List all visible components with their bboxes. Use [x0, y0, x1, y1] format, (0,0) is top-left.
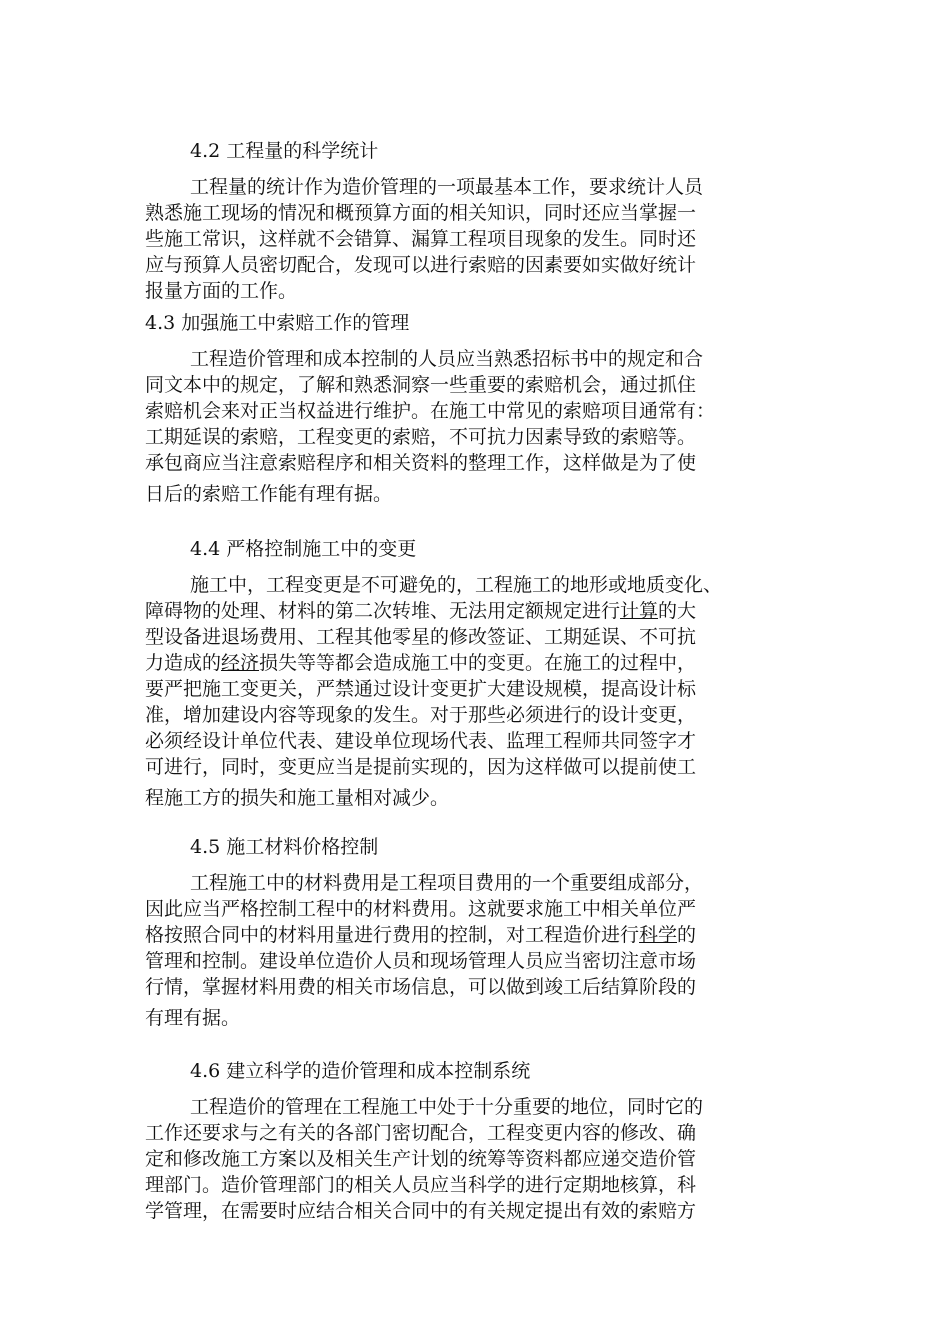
section-body-4-6: [145, 1094, 825, 1224]
text-line: 定和修改施工方案以及相关生产计划的统筹等资料都应递交造价管: [145, 1148, 697, 1170]
section-heading-4-2: 4.2 工程量的科学统计: [190, 140, 379, 162]
section-heading-4-4: 4.4 严格控制施工中的变更: [190, 538, 417, 560]
text-line: 施工中，工程变更是不可避免的，工程施工的地形或地质变化、: [190, 574, 723, 596]
text-line: 承包商应当注意索赔程序和相关资料的整理工作，这样做是为了使: [145, 452, 697, 474]
section-heading-4-6: 4.6 建立科学的造价管理和成本控制系统: [190, 1060, 531, 1082]
text-line: 工程施工中的材料费用是工程项目费用的一个重要组成部分，: [190, 872, 704, 894]
text-line: 报量方面的工作。: [145, 280, 298, 302]
science-link[interactable]: 科学: [639, 924, 678, 946]
section-body-4-4: [145, 572, 825, 811]
text-line: 索赔机会来对正当权益进行维护。在施工中常见的索赔项目通常有：: [145, 400, 716, 422]
text-segment: 障碍物的处理、材料的第二次转堆、无法用定额规定进行: [145, 600, 621, 622]
text-segment: 格按照合同中的材料用量进行费用的控制，对工程造价进行: [145, 924, 640, 946]
text-line: 工程造价管理和成本控制的人员应当熟悉招标书中的规定和合: [190, 348, 704, 370]
text-line: 工作还要求与之有关的各部门密切配合，工程变更内容的修改、确: [145, 1122, 697, 1144]
text-line: 要严把施工变更关，严禁通过设计变更扩大建设规模，提高设计标: [145, 678, 697, 700]
text-line: 可进行，同时，变更应当是提前实现的，因为这样做可以提前使工: [145, 756, 697, 778]
text-line: [145, 598, 825, 624]
section-body-4-3: [145, 346, 825, 507]
text-line: 工程量的统计作为造价管理的一项最基本工作，要求统计人员: [190, 176, 704, 198]
text-segment: 的: [677, 924, 697, 946]
text-segment: 力造成的: [145, 652, 222, 674]
text-line: 必须经设计单位代表、建设单位现场代表、监理工程师共同签字才: [145, 730, 697, 752]
text-line: 行情，掌握材料用费的相关市场信息，可以做到竣工后结算阶段的: [145, 976, 697, 998]
text-line: 同文本中的规定，了解和熟悉洞察一些重要的索赔机会，通过抓住: [145, 374, 697, 396]
text-line: 程施工方的损失和施工量相对减少。: [145, 787, 450, 809]
text-line: 熟悉施工现场的情况和概预算方面的相关知识，同时还应当掌握一: [145, 202, 697, 224]
text-line: 工程造价的管理在工程施工中处于十分重要的地位，同时它的: [190, 1096, 704, 1118]
text-line: 应与预算人员密切配合，发现可以进行索赔的因素要如实做好统计: [145, 254, 697, 276]
text-segment: 损失等等都会造成施工中的变更。在施工的过程中，: [259, 652, 697, 674]
section-body-4-5: [145, 870, 825, 1031]
text-line: 理部门。造价管理部门的相关人员应当科学的进行定期地核算，科: [145, 1174, 697, 1196]
text-line: 型设备进退场费用、工程其他零星的修改签证、工期延误、不可抗: [145, 626, 697, 648]
text-line: 些施工常识，这样就不会错算、漏算工程项目现象的发生。同时还: [145, 228, 697, 250]
text-line: 工期延误的索赔，工程变更的索赔，不可抗力因素导致的索赔等。: [145, 426, 697, 448]
section-body-4-2: [145, 174, 825, 304]
text-line: 学管理，在需要时应结合相关合同中的有关规定提出有效的索赔方: [145, 1200, 697, 1222]
calculation-link[interactable]: 计算: [620, 600, 659, 622]
economy-link[interactable]: 经济: [221, 652, 260, 674]
text-segment: 的大: [658, 600, 697, 622]
text-line: 因此应当严格控制工程中的材料费用。这就要求施工中相关单位严: [145, 898, 697, 920]
text-line: 管理和控制。建设单位造价人员和现场管理人员应当密切注意市场: [145, 950, 697, 972]
text-line: 有理有据。: [145, 1007, 241, 1029]
text-line: [145, 922, 825, 948]
text-line: [145, 650, 825, 676]
text-line: 准，增加建设内容等现象的发生。对于那些必须进行的设计变更，: [145, 704, 697, 726]
text-line: 日后的索赔工作能有理有据。: [145, 483, 393, 505]
section-heading-4-3: 4.3 加强施工中索赔工作的管理: [145, 312, 410, 334]
section-heading-4-5: 4.5 施工材料价格控制: [190, 836, 379, 858]
